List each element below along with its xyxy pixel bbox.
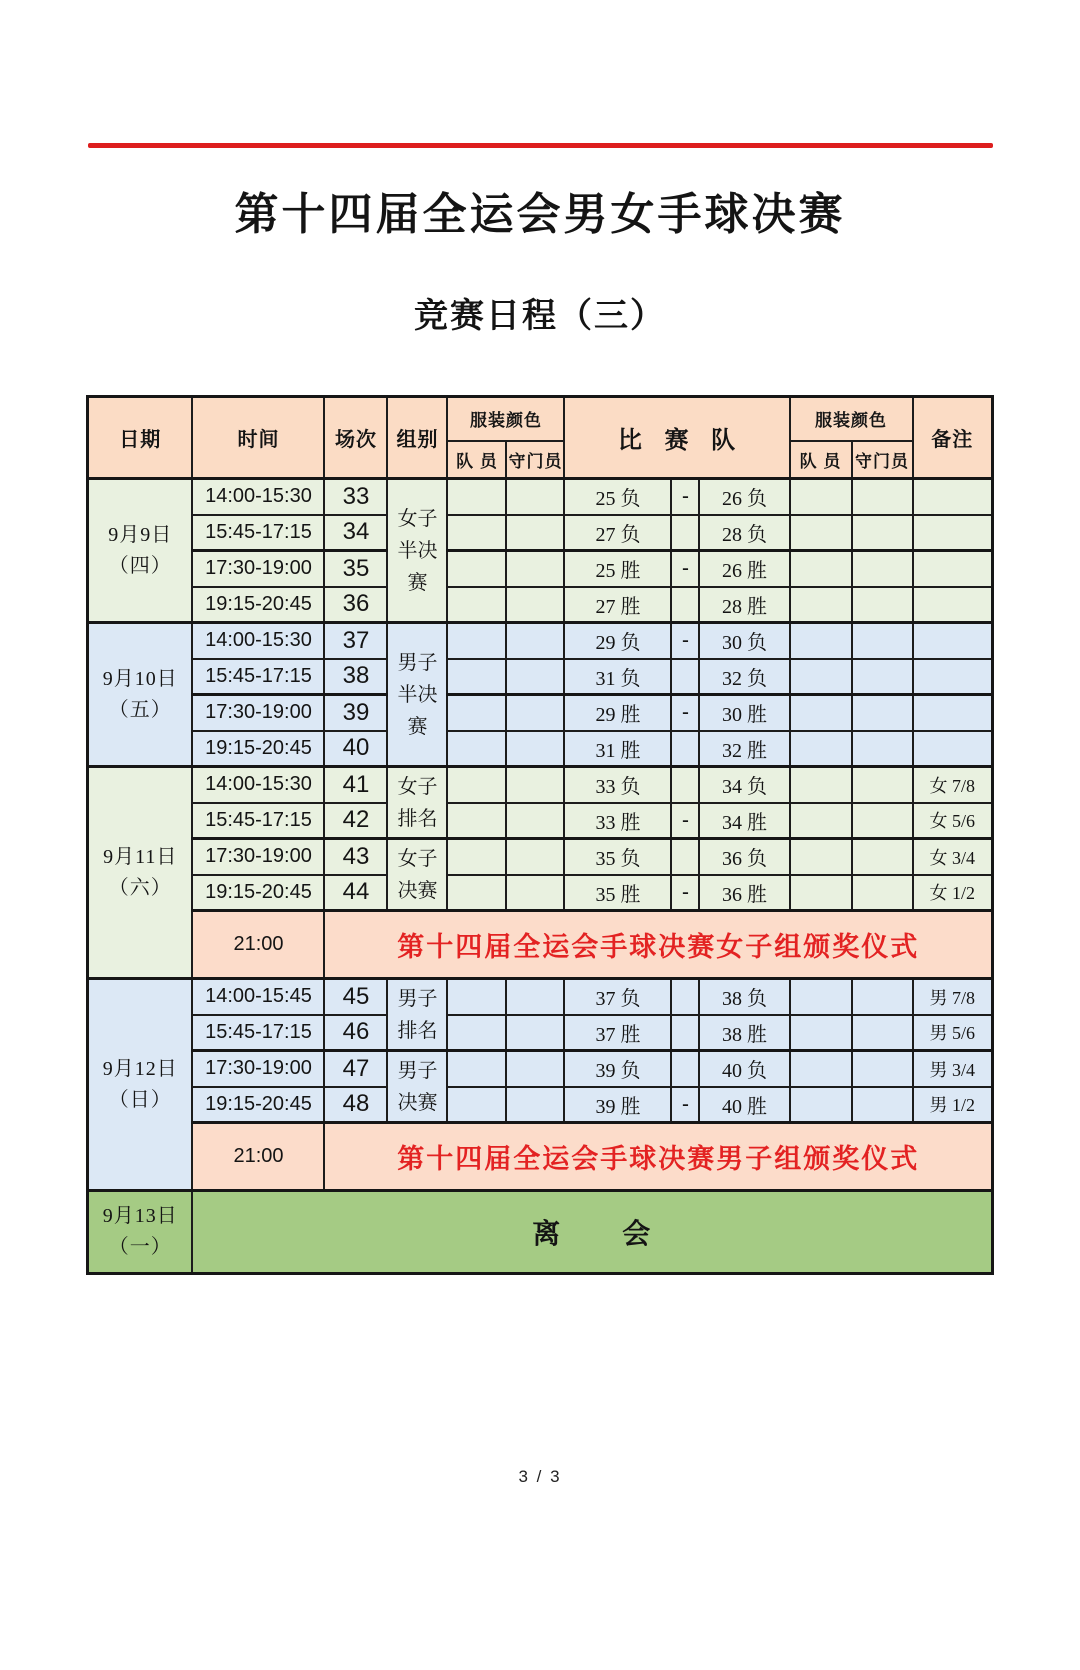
uniform-player-cell-left bbox=[447, 659, 506, 695]
header-uniform-right: 服装颜色 bbox=[790, 397, 913, 441]
uniform-goalkeeper-cell-left bbox=[506, 479, 564, 515]
session-row bbox=[87, 551, 992, 587]
page-subtitle: 竞赛日程（三） bbox=[414, 297, 666, 335]
date-text: 9月13日 bbox=[102, 1205, 178, 1227]
weekday-text: （一） bbox=[108, 1236, 172, 1258]
uniform-goalkeeper-cell-right bbox=[852, 1051, 913, 1087]
team-away-cell: 40 负 bbox=[699, 1051, 789, 1087]
session-row bbox=[87, 875, 992, 911]
weekday-text: （五） bbox=[108, 698, 172, 721]
remark-cell bbox=[913, 659, 993, 695]
weekday-text: （四） bbox=[108, 554, 172, 577]
team-home-cell: 37 负 bbox=[564, 979, 671, 1015]
time-cell: 15:45-17:15 bbox=[192, 803, 324, 839]
remark-cell bbox=[913, 479, 993, 515]
session-number-cell: 37 bbox=[324, 623, 387, 659]
document-page bbox=[0, 143, 1080, 1670]
session-number-cell: 41 bbox=[324, 767, 387, 803]
uniform-player-cell-left bbox=[447, 623, 506, 659]
team-away-cell: 28 负 bbox=[699, 515, 789, 551]
uniform-goalkeeper-cell-right bbox=[852, 587, 913, 623]
header-date: 日期 bbox=[87, 397, 192, 479]
team-away-cell: 28 胜 bbox=[699, 587, 789, 623]
uniform-player-cell-right bbox=[790, 1015, 852, 1051]
header-session: 场次 bbox=[324, 397, 387, 479]
uniform-goalkeeper-cell-left bbox=[506, 695, 564, 731]
team-home-cell: 25 负 bbox=[564, 479, 671, 515]
table-header bbox=[87, 397, 992, 479]
uniform-goalkeeper-cell-right bbox=[852, 695, 913, 731]
session-row bbox=[87, 623, 992, 659]
session-number-cell: 36 bbox=[324, 587, 387, 623]
uniform-goalkeeper-cell-right bbox=[852, 839, 913, 875]
uniform-player-cell-right bbox=[790, 1051, 852, 1087]
ceremony-row bbox=[87, 1123, 992, 1191]
uniform-goalkeeper-cell-right bbox=[852, 731, 913, 767]
team-away-cell: 34 负 bbox=[699, 767, 789, 803]
remark-cell bbox=[913, 623, 993, 659]
uniform-player-cell-right bbox=[790, 979, 852, 1015]
uniform-player-cell-left bbox=[447, 731, 506, 767]
time-cell: 17:30-19:00 bbox=[192, 551, 324, 587]
team-home-cell: 25 胜 bbox=[564, 551, 671, 587]
uniform-goalkeeper-cell-right bbox=[852, 515, 913, 551]
team-away-cell: 26 负 bbox=[699, 479, 789, 515]
team-home-cell: 37 胜 bbox=[564, 1015, 671, 1051]
group-label-cell: 女子排名 bbox=[387, 767, 447, 839]
team-home-cell: 39 负 bbox=[564, 1051, 671, 1087]
schedule-body bbox=[87, 479, 992, 1274]
session-number-cell: 38 bbox=[324, 659, 387, 695]
weekday-text: （日） bbox=[108, 1088, 172, 1111]
session-number-cell: 42 bbox=[324, 803, 387, 839]
remark-cell: 男 3/4 bbox=[913, 1051, 993, 1087]
uniform-player-cell-left bbox=[447, 1015, 506, 1051]
ceremony-text-cell: 第十四届全运会手球决赛女子组颁奖仪式 bbox=[324, 911, 992, 979]
time-cell: 14:00-15:30 bbox=[192, 767, 324, 803]
ceremony-row bbox=[87, 911, 992, 979]
remark-cell bbox=[913, 587, 993, 623]
time-cell: 14:00-15:45 bbox=[192, 979, 324, 1015]
vs-dash-cell: - bbox=[671, 1087, 699, 1123]
vs-dash-cell: - bbox=[671, 479, 699, 515]
team-home-cell: 31 负 bbox=[564, 659, 671, 695]
uniform-player-cell-left bbox=[447, 551, 506, 587]
uniform-goalkeeper-cell-left bbox=[506, 767, 564, 803]
vs-dash-cell bbox=[671, 731, 699, 767]
vs-dash-cell bbox=[671, 587, 699, 623]
group-label-cell: 女子决赛 bbox=[387, 839, 447, 911]
session-row bbox=[87, 731, 992, 767]
uniform-player-cell-left bbox=[447, 1087, 506, 1123]
remark-cell bbox=[913, 515, 993, 551]
remark-cell: 男 5/6 bbox=[913, 1015, 993, 1051]
ceremony-time-cell: 21:00 bbox=[192, 1123, 324, 1191]
time-cell: 17:30-19:00 bbox=[192, 695, 324, 731]
uniform-player-cell-left bbox=[447, 479, 506, 515]
uniform-goalkeeper-cell-right bbox=[852, 803, 913, 839]
uniform-goalkeeper-cell-left bbox=[506, 1087, 564, 1123]
date-text: 9月12日 bbox=[102, 1057, 178, 1080]
uniform-goalkeeper-cell-left bbox=[506, 587, 564, 623]
session-row bbox=[87, 695, 992, 731]
uniform-player-cell-right bbox=[790, 1087, 852, 1123]
uniform-goalkeeper-cell-right bbox=[852, 659, 913, 695]
vs-dash-cell bbox=[671, 1015, 699, 1051]
team-home-cell: 33 负 bbox=[564, 767, 671, 803]
remark-cell: 女 5/6 bbox=[913, 803, 993, 839]
date-cell bbox=[87, 1191, 192, 1274]
team-away-cell: 32 胜 bbox=[699, 731, 789, 767]
session-number-cell: 44 bbox=[324, 875, 387, 911]
time-cell: 17:30-19:00 bbox=[192, 1051, 324, 1087]
group-label-cell: 女子半决赛 bbox=[387, 479, 447, 623]
session-row bbox=[87, 803, 992, 839]
header-teams: 比 赛 队 bbox=[564, 397, 789, 479]
team-home-cell: 35 负 bbox=[564, 839, 671, 875]
uniform-player-cell-right bbox=[790, 875, 852, 911]
vs-dash-cell: - bbox=[671, 695, 699, 731]
uniform-goalkeeper-cell-left bbox=[506, 803, 564, 839]
session-row bbox=[87, 587, 992, 623]
vs-dash-cell bbox=[671, 515, 699, 551]
uniform-player-cell-right bbox=[790, 803, 852, 839]
uniform-player-cell-right bbox=[790, 479, 852, 515]
team-home-cell: 35 胜 bbox=[564, 875, 671, 911]
session-row bbox=[87, 659, 992, 695]
uniform-player-cell-right bbox=[790, 731, 852, 767]
session-number-cell: 40 bbox=[324, 731, 387, 767]
time-cell: 19:15-20:45 bbox=[192, 587, 324, 623]
ceremony-text-cell: 第十四届全运会手球决赛男子组颁奖仪式 bbox=[324, 1123, 992, 1191]
uniform-goalkeeper-cell-right bbox=[852, 1015, 913, 1051]
session-number-cell: 46 bbox=[324, 1015, 387, 1051]
uniform-player-cell-left bbox=[447, 1051, 506, 1087]
vs-dash-cell bbox=[671, 767, 699, 803]
vs-dash-cell bbox=[671, 659, 699, 695]
vs-dash-cell: - bbox=[671, 875, 699, 911]
header-goalkeeper-right: 守门员 bbox=[852, 441, 913, 479]
uniform-goalkeeper-cell-left bbox=[506, 623, 564, 659]
uniform-goalkeeper-cell-right bbox=[852, 1087, 913, 1123]
team-home-cell: 29 胜 bbox=[564, 695, 671, 731]
uniform-goalkeeper-cell-left bbox=[506, 875, 564, 911]
session-row bbox=[87, 479, 992, 515]
time-cell: 19:15-20:45 bbox=[192, 1087, 324, 1123]
time-cell: 15:45-17:15 bbox=[192, 1015, 324, 1051]
date-cell bbox=[87, 767, 192, 979]
depart-row bbox=[87, 1191, 992, 1274]
vs-dash-cell bbox=[671, 839, 699, 875]
uniform-player-cell-right bbox=[790, 623, 852, 659]
uniform-player-cell-left bbox=[447, 515, 506, 551]
uniform-player-cell-right bbox=[790, 767, 852, 803]
date-text: 9月9日 bbox=[108, 523, 173, 546]
session-number-cell: 34 bbox=[324, 515, 387, 551]
session-number-cell: 47 bbox=[324, 1051, 387, 1087]
team-away-cell: 36 胜 bbox=[699, 875, 789, 911]
team-away-cell: 38 负 bbox=[699, 979, 789, 1015]
uniform-player-cell-right bbox=[790, 839, 852, 875]
vs-dash-cell: - bbox=[671, 623, 699, 659]
remark-cell: 女 7/8 bbox=[913, 767, 993, 803]
uniform-player-cell-left bbox=[447, 839, 506, 875]
uniform-player-cell-left bbox=[447, 695, 506, 731]
session-row bbox=[87, 1087, 992, 1123]
header-group: 组别 bbox=[387, 397, 447, 479]
team-away-cell: 40 胜 bbox=[699, 1087, 789, 1123]
team-away-cell: 34 胜 bbox=[699, 803, 789, 839]
remark-cell: 女 3/4 bbox=[913, 839, 993, 875]
vs-dash-cell: - bbox=[671, 803, 699, 839]
group-label-cell: 男子决赛 bbox=[387, 1051, 447, 1123]
session-number-cell: 33 bbox=[324, 479, 387, 515]
uniform-player-cell-left bbox=[447, 587, 506, 623]
group-label-cell: 男子半决赛 bbox=[387, 623, 447, 767]
remark-cell: 男 1/2 bbox=[913, 1087, 993, 1123]
header-goalkeeper-left: 守门员 bbox=[506, 441, 564, 479]
uniform-goalkeeper-cell-right bbox=[852, 979, 913, 1015]
uniform-player-cell-right bbox=[790, 695, 852, 731]
top-red-rule bbox=[88, 143, 993, 148]
page-number: 3 / 3 bbox=[518, 1467, 562, 1486]
session-number-cell: 43 bbox=[324, 839, 387, 875]
uniform-goalkeeper-cell-right bbox=[852, 623, 913, 659]
schedule-table bbox=[86, 395, 994, 1275]
remark-cell bbox=[913, 695, 993, 731]
uniform-player-cell-left bbox=[447, 979, 506, 1015]
uniform-player-cell-right bbox=[790, 659, 852, 695]
header-player-left: 队 员 bbox=[447, 441, 506, 479]
time-cell: 19:15-20:45 bbox=[192, 731, 324, 767]
time-cell: 19:15-20:45 bbox=[192, 875, 324, 911]
vs-dash-cell bbox=[671, 1051, 699, 1087]
session-row bbox=[87, 1015, 992, 1051]
uniform-goalkeeper-cell-left bbox=[506, 1051, 564, 1087]
uniform-goalkeeper-cell-left bbox=[506, 731, 564, 767]
uniform-player-cell-left bbox=[447, 803, 506, 839]
team-home-cell: 33 胜 bbox=[564, 803, 671, 839]
team-home-cell: 39 胜 bbox=[564, 1087, 671, 1123]
session-number-cell: 39 bbox=[324, 695, 387, 731]
time-cell: 15:45-17:15 bbox=[192, 515, 324, 551]
uniform-goalkeeper-cell-left bbox=[506, 1015, 564, 1051]
session-row bbox=[87, 979, 992, 1015]
team-home-cell: 31 胜 bbox=[564, 731, 671, 767]
session-row bbox=[87, 839, 992, 875]
team-away-cell: 36 负 bbox=[699, 839, 789, 875]
vs-dash-cell bbox=[671, 979, 699, 1015]
session-number-cell: 45 bbox=[324, 979, 387, 1015]
remark-cell: 女 1/2 bbox=[913, 875, 993, 911]
uniform-goalkeeper-cell-left bbox=[506, 979, 564, 1015]
uniform-player-cell-right bbox=[790, 515, 852, 551]
time-cell: 14:00-15:30 bbox=[192, 623, 324, 659]
group-label-cell: 男子排名 bbox=[387, 979, 447, 1051]
remark-cell: 男 7/8 bbox=[913, 979, 993, 1015]
header-player-right: 队 员 bbox=[790, 441, 852, 479]
uniform-goalkeeper-cell-right bbox=[852, 875, 913, 911]
date-cell bbox=[87, 479, 192, 623]
uniform-goalkeeper-cell-left bbox=[506, 659, 564, 695]
header-time: 时间 bbox=[192, 397, 324, 479]
team-away-cell: 30 胜 bbox=[699, 695, 789, 731]
uniform-player-cell-right bbox=[790, 587, 852, 623]
uniform-goalkeeper-cell-left bbox=[506, 839, 564, 875]
weekday-text: （六） bbox=[108, 876, 172, 899]
date-cell bbox=[87, 623, 192, 767]
uniform-player-cell-left bbox=[447, 875, 506, 911]
session-row bbox=[87, 515, 992, 551]
remark-cell bbox=[913, 551, 993, 587]
header-uniform-left: 服装颜色 bbox=[447, 397, 564, 441]
uniform-goalkeeper-cell-right bbox=[852, 767, 913, 803]
uniform-goalkeeper-cell-right bbox=[852, 479, 913, 515]
team-away-cell: 32 负 bbox=[699, 659, 789, 695]
header-remark: 备注 bbox=[913, 397, 993, 479]
team-home-cell: 29 负 bbox=[564, 623, 671, 659]
uniform-player-cell-right bbox=[790, 551, 852, 587]
team-home-cell: 27 负 bbox=[564, 515, 671, 551]
date-cell bbox=[87, 979, 192, 1191]
uniform-player-cell-left bbox=[447, 767, 506, 803]
ceremony-time-cell: 21:00 bbox=[192, 911, 324, 979]
uniform-goalkeeper-cell-left bbox=[506, 515, 564, 551]
time-cell: 15:45-17:15 bbox=[192, 659, 324, 695]
session-number-cell: 35 bbox=[324, 551, 387, 587]
page-title: 第十四届全运会男女手球决赛 bbox=[234, 190, 846, 239]
team-away-cell: 38 胜 bbox=[699, 1015, 789, 1051]
remark-cell bbox=[913, 731, 993, 767]
session-row bbox=[87, 1051, 992, 1087]
vs-dash-cell: - bbox=[671, 551, 699, 587]
session-number-cell: 48 bbox=[324, 1087, 387, 1123]
date-text: 9月10日 bbox=[102, 667, 178, 690]
date-text: 9月11日 bbox=[103, 845, 178, 868]
depart-cell: 离 会 bbox=[192, 1191, 992, 1274]
time-cell: 14:00-15:30 bbox=[192, 479, 324, 515]
team-away-cell: 30 负 bbox=[699, 623, 789, 659]
session-row bbox=[87, 767, 992, 803]
uniform-goalkeeper-cell-right bbox=[852, 551, 913, 587]
uniform-goalkeeper-cell-left bbox=[506, 551, 564, 587]
time-cell: 17:30-19:00 bbox=[192, 839, 324, 875]
team-away-cell: 26 胜 bbox=[699, 551, 789, 587]
team-home-cell: 27 胜 bbox=[564, 587, 671, 623]
